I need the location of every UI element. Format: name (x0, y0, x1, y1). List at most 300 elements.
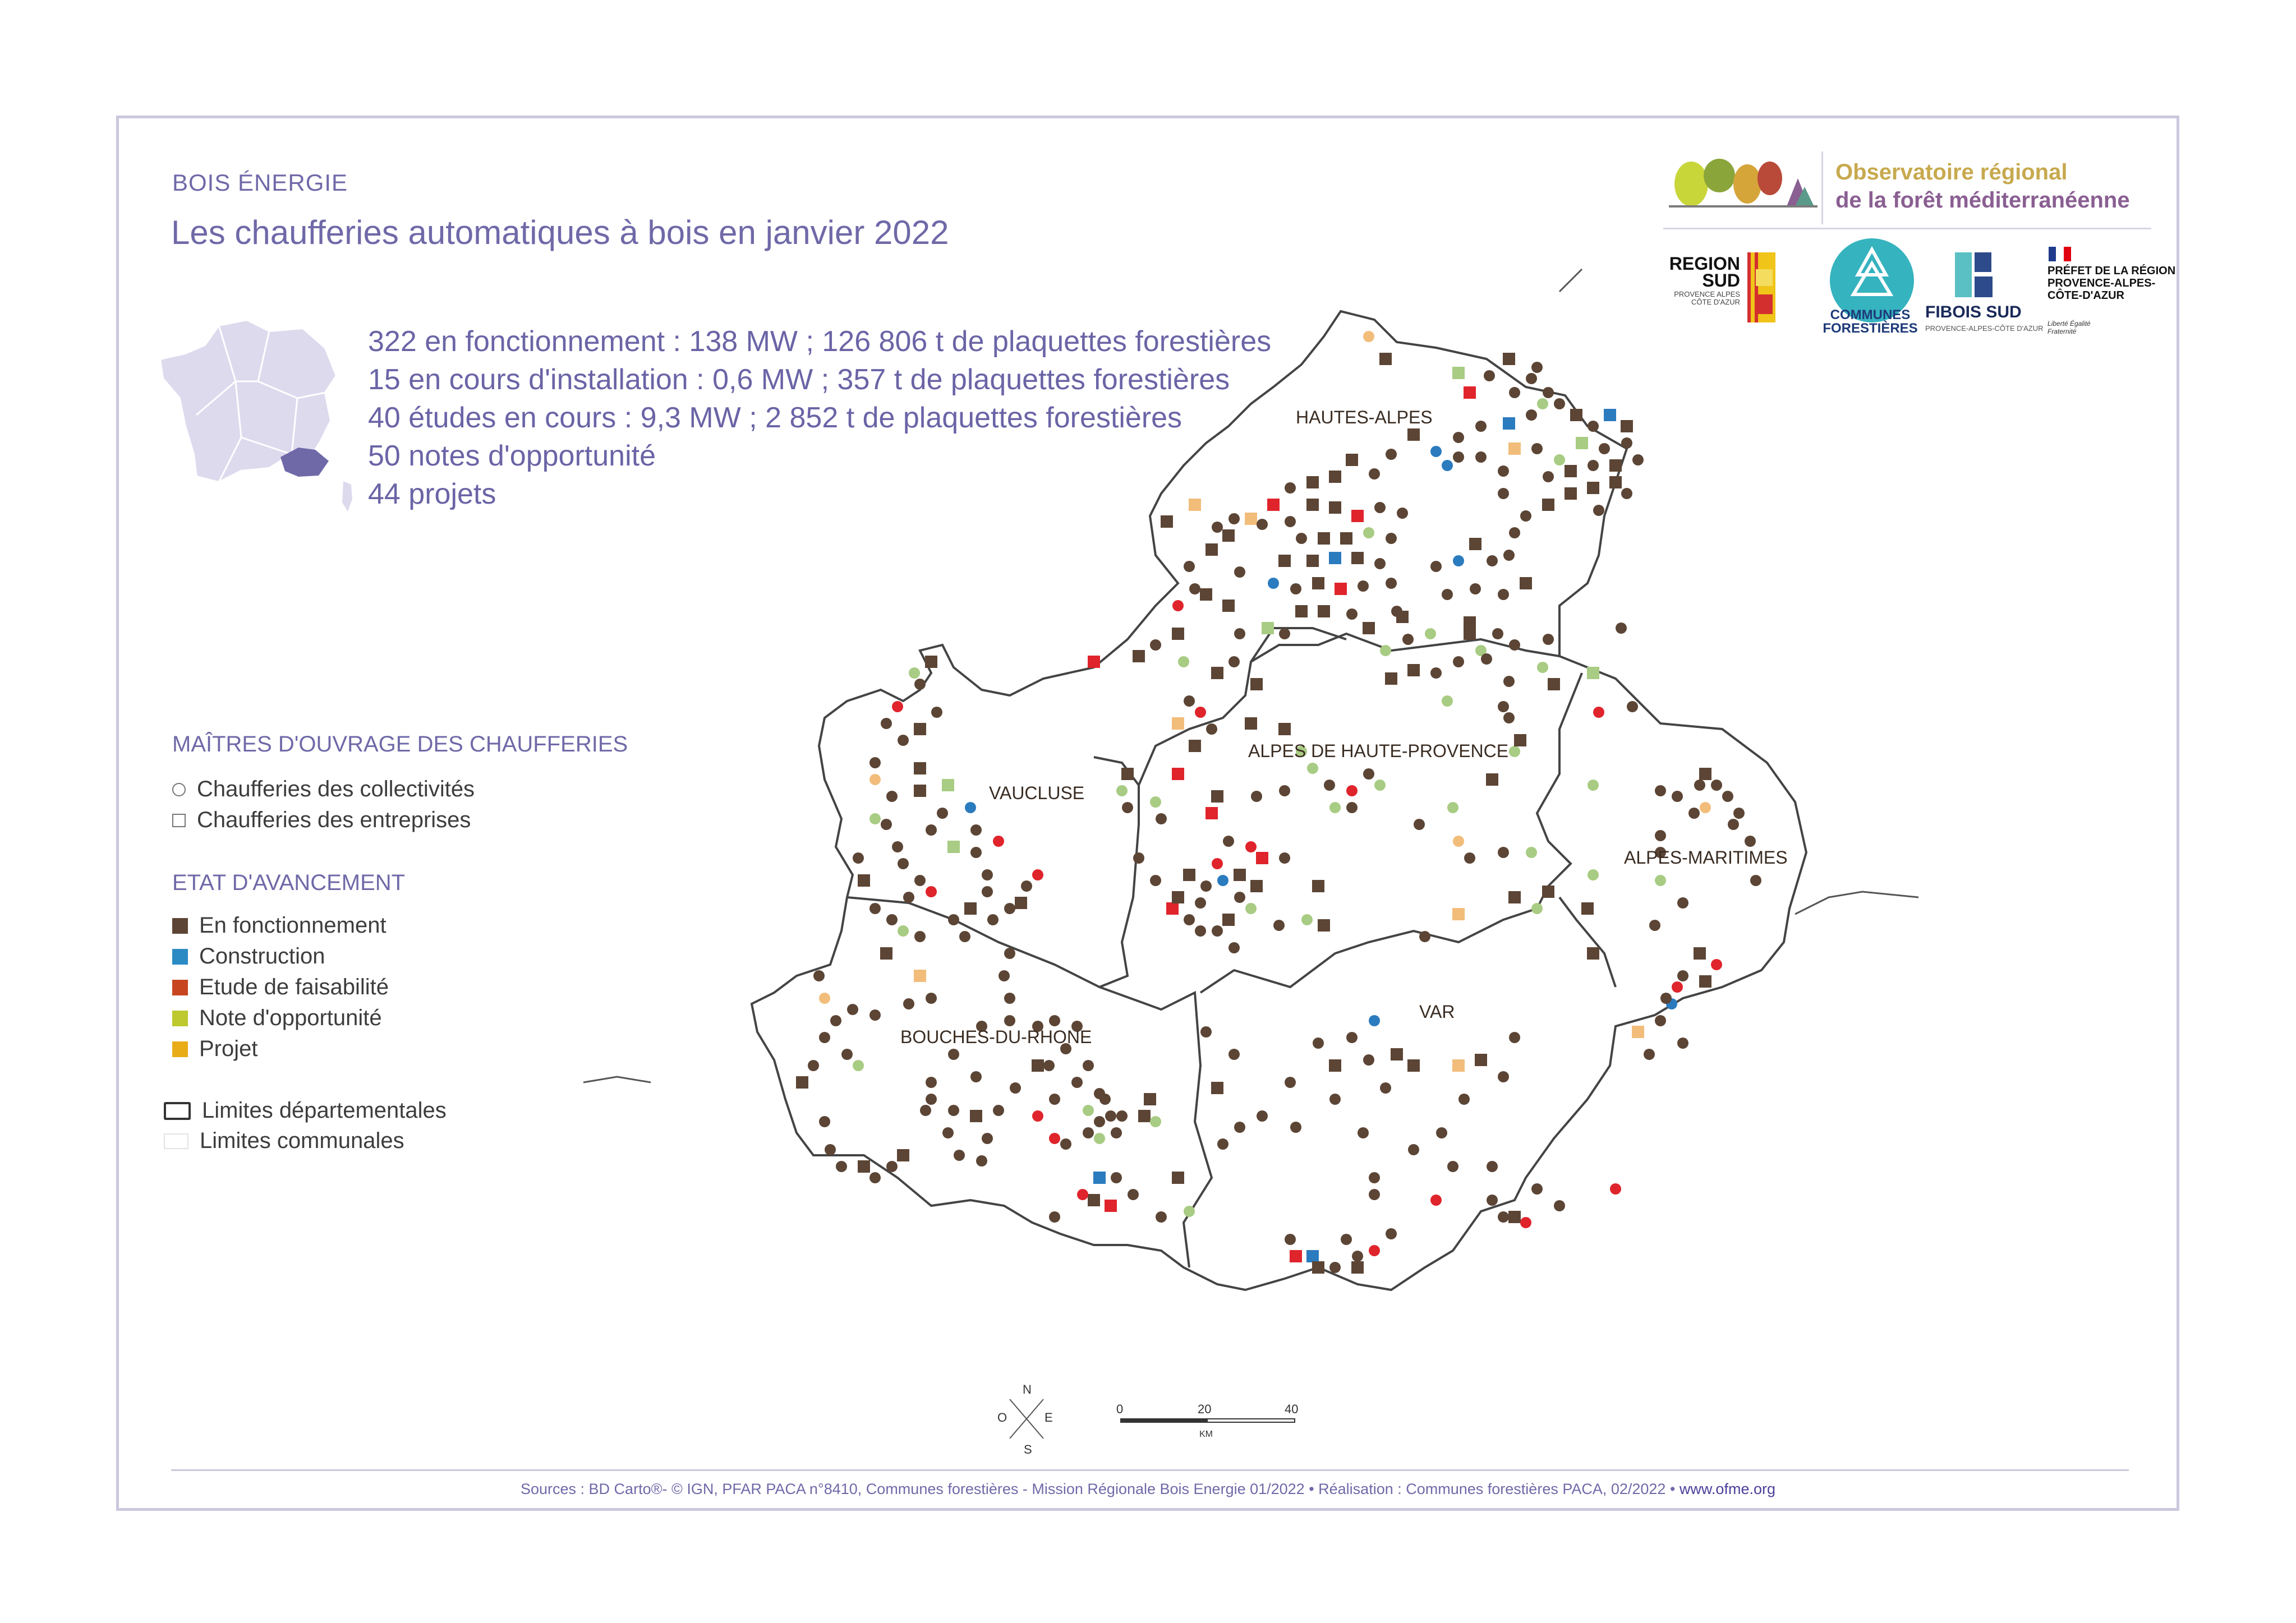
chaufferie-marker (1211, 1082, 1223, 1094)
svg-text:0: 0 (1116, 1402, 1124, 1416)
chaufferie-marker (1588, 460, 1599, 471)
chaufferie-marker (1004, 903, 1015, 914)
chaufferie-marker (1234, 566, 1245, 578)
chaufferie-marker (1616, 623, 1627, 634)
chaufferie-marker (1278, 723, 1291, 735)
chaufferie-marker (1250, 880, 1263, 892)
chaufferie-marker (1487, 1195, 1498, 1206)
chaufferie-marker (970, 1071, 982, 1082)
chaufferie-marker (853, 1060, 864, 1071)
chaufferie-marker (948, 1049, 959, 1060)
chaufferie-marker (1094, 1116, 1105, 1127)
chaufferie-marker (1150, 875, 1161, 886)
chaufferie-marker (1492, 628, 1503, 639)
chaufferie-marker (1341, 1234, 1352, 1245)
svg-text:40: 40 (1285, 1402, 1299, 1416)
chaufferie-marker (1111, 1172, 1122, 1183)
chaufferie-marker (1306, 1250, 1319, 1262)
legend-status-item: Projet (172, 1036, 258, 1062)
chaufferie-marker (1324, 780, 1335, 791)
chaufferie-marker (1189, 740, 1201, 752)
chaufferie-marker (1004, 1015, 1015, 1026)
chaufferie-marker (1380, 645, 1391, 656)
fibois-subtitle: PROVENCE-ALPES-CÔTE D'AZUR (1925, 324, 2044, 333)
region-border (752, 311, 1806, 1290)
chaufferie-marker (925, 656, 937, 668)
chaufferie-marker (1509, 746, 1520, 757)
chaufferie-marker (1531, 903, 1543, 914)
label-var: VAR (1419, 1002, 1455, 1022)
chaufferie-marker (1335, 583, 1347, 595)
chaufferie-marker (1745, 836, 1756, 847)
chaufferie-marker (1498, 701, 1509, 712)
chaufferie-marker (1144, 1093, 1156, 1105)
chaufferie-marker (1200, 880, 1212, 892)
chaufferie-marker (1329, 471, 1341, 483)
chaufferie-marker (1172, 891, 1184, 903)
legend-owners-title: MAÎTRES D'OUVRAGE DES CHAUFFERIES (172, 732, 628, 757)
chaufferie-marker (1386, 1228, 1397, 1239)
chaufferie-marker (1498, 847, 1509, 858)
chaufferie-marker (1386, 578, 1397, 589)
chaufferie-marker (1312, 880, 1324, 892)
chaufferie-marker (1049, 1015, 1060, 1026)
chaufferie-marker (1655, 875, 1666, 886)
chaufferie-marker (836, 1161, 847, 1172)
chaufferie-marker (1430, 667, 1442, 679)
legend-status-item: Construction (172, 944, 325, 969)
chaufferie-marker (1397, 508, 1408, 519)
chaufferie-marker (1262, 622, 1274, 634)
chaufferie-marker (1436, 1127, 1447, 1138)
chaufferie-marker (1385, 672, 1397, 685)
chaufferie-marker (937, 808, 948, 819)
footer-divider (171, 1469, 2129, 1471)
chaufferie-marker (1509, 639, 1520, 651)
svg-text:N: N (1023, 1382, 1032, 1396)
chaufferie-marker (1223, 836, 1234, 847)
chaufferie-marker (1503, 712, 1515, 723)
chaufferie-marker (1234, 628, 1245, 639)
chaufferie-marker (1312, 577, 1324, 589)
chaufferie-marker (1285, 1234, 1296, 1245)
chaufferie-marker (970, 847, 982, 858)
chaufferie-marker (1694, 947, 1706, 960)
legend-dept-limits: Limites départementales (164, 1098, 447, 1123)
chaufferie-marker (1503, 676, 1515, 687)
chaufferie-marker (1212, 925, 1223, 937)
chaufferie-marker (1508, 891, 1521, 903)
chaufferie-marker (1498, 1211, 1509, 1223)
chaufferie-marker (881, 819, 892, 830)
chaufferie-marker (1105, 1110, 1116, 1122)
chaufferie-marker (926, 824, 937, 836)
chaufferie-marker (1105, 1200, 1117, 1212)
chaufferie-marker (1576, 437, 1588, 449)
chaufferie-marker (869, 903, 881, 914)
label-hautes-alpes: HAUTES-ALPES (1296, 407, 1433, 427)
chaufferie-marker (1419, 931, 1430, 942)
chaufferie-marker (1498, 465, 1509, 477)
chaufferie-marker (926, 886, 937, 897)
chaufferie-marker (1677, 897, 1688, 909)
chaufferie-marker (1049, 1211, 1060, 1223)
chaufferie-marker (1508, 1211, 1521, 1223)
chaufferie-marker (1543, 634, 1554, 645)
region-sud-subtitle: PROVENCE ALPES CÔTE D'AZUR (1674, 290, 1740, 306)
chaufferie-marker (1004, 948, 1015, 959)
chaufferie-marker (1677, 1038, 1688, 1049)
chaufferie-marker (1184, 914, 1195, 925)
chaufferie-marker (1200, 1026, 1212, 1038)
chaufferie-marker (1306, 476, 1319, 488)
label-ahp: ALPES DE HAUTE-PROVENCE (1248, 741, 1509, 761)
chaufferie-marker (982, 886, 993, 897)
prefet-label: PRÉFET DE LA RÉGION PROVENCE-ALPES-CÔTE-D'AZUR (2047, 265, 2176, 302)
chaufferie-marker (1610, 1183, 1621, 1195)
chaufferie-marker (959, 931, 970, 942)
chaufferie-marker (1150, 1116, 1161, 1127)
chaufferie-marker (1408, 1144, 1419, 1155)
chaufferie-marker (987, 914, 999, 925)
chaufferie-marker (1318, 605, 1330, 617)
svg-text:E: E (1045, 1410, 1053, 1424)
chaufferie-marker (1133, 650, 1145, 662)
chaufferie-marker (813, 970, 825, 981)
chaufferie-marker (1015, 897, 1027, 909)
label-vaucluse: VAUCLUSE (989, 783, 1085, 803)
chaufferie-marker (1655, 785, 1666, 796)
chaufferie-marker (1306, 499, 1319, 511)
chaufferie-marker (1396, 611, 1409, 623)
chaufferie-marker (993, 836, 1004, 847)
chaufferie-marker (1447, 802, 1458, 813)
legend-status-item: Etude de faisabilité (172, 975, 389, 1000)
stat-running: 322 en fonctionnement : 138 MW ; 126 806 t de plaquettes forestières (368, 325, 1272, 358)
chaufferie-marker (880, 947, 892, 960)
chaufferie-marker (853, 852, 864, 864)
chaufferie-marker (999, 970, 1010, 981)
chaufferie-marker (1593, 707, 1604, 718)
chaufferie-marker (1116, 785, 1128, 796)
chaufferie-marker (1599, 443, 1610, 454)
chaufferie-marker (1346, 785, 1358, 796)
chaufferie-marker (808, 1060, 819, 1071)
chaufferie-marker (869, 774, 881, 785)
chaufferie-marker (1195, 707, 1206, 718)
chaufferie-marker (1250, 678, 1263, 690)
chaufferie-marker (1222, 600, 1235, 612)
chaufferie-marker (1363, 768, 1374, 780)
chaufferie-marker (993, 1105, 1004, 1116)
chaufferie-marker (1205, 807, 1218, 819)
chaufferie-marker (1245, 841, 1257, 852)
chaufferie-marker (1172, 628, 1184, 640)
chaufferie-marker (1083, 1060, 1094, 1071)
chaufferie-marker (1475, 451, 1487, 463)
chaufferie-marker (1655, 830, 1666, 841)
chaufferie-marker (1442, 695, 1453, 707)
chaufferie-marker (1655, 1015, 1666, 1026)
chaufferie-marker (1509, 387, 1520, 398)
chaufferie-marker (914, 679, 926, 690)
chaufferie-marker (881, 718, 892, 729)
chaufferie-marker (1004, 993, 1015, 1004)
chaufferie-marker (1402, 634, 1414, 645)
chaufferie-marker (1285, 1077, 1296, 1088)
chaufferie-marker (1430, 446, 1442, 457)
legend-status-item: En fonctionnement (172, 913, 386, 938)
chaufferie-marker (1212, 858, 1223, 869)
legend-owner-collectivites: Chaufferies des collectivités (172, 777, 475, 802)
chaufferie-marker (1267, 499, 1280, 511)
chaufferie-marker (1222, 529, 1235, 542)
chaufferie-marker (1043, 1060, 1055, 1071)
chaufferie-marker (1245, 903, 1257, 914)
chaufferie-marker (1083, 1127, 1094, 1138)
chaufferie-marker (886, 1161, 898, 1172)
chaufferie-marker (1184, 695, 1195, 707)
chaufferie-marker (1526, 373, 1537, 384)
chaufferie-marker (942, 1127, 954, 1138)
chaufferie-marker (1094, 1133, 1105, 1144)
chaufferie-marker (1554, 1200, 1565, 1211)
sources-line: Sources : BD Carto®- © IGN, PFAR PACA n°8410, Communes forestières - Mission Régionale Bois Energie 01/2022 • Réalisation : Communes forestières PACA, 02/2022 • www.ofme.org (521, 1481, 1775, 1497)
chaufferie-marker (1430, 561, 1442, 572)
chaufferie-marker (1172, 717, 1184, 730)
chaufferie-marker (1379, 353, 1392, 365)
label-bdr: BOUCHES-DU-RHONE (900, 1027, 1092, 1047)
chaufferie-marker (1301, 914, 1313, 925)
chaufferie-marker (1672, 981, 1683, 993)
chaufferie-marker (869, 1172, 881, 1183)
chaufferie-marker (1032, 1110, 1043, 1122)
chaufferie-marker (1138, 1110, 1151, 1122)
chaufferie-marker (1358, 580, 1369, 592)
chaufferie-marker (1346, 1032, 1358, 1043)
chaufferie-marker (1452, 367, 1465, 379)
chaufferie-marker (1464, 852, 1475, 864)
chaufferie-marker (1711, 959, 1722, 970)
chaufferie-marker (1363, 1054, 1374, 1066)
chaufferie-marker (1128, 1189, 1139, 1200)
chaufferie-marker (1588, 869, 1599, 880)
chaufferie-marker (926, 1077, 937, 1088)
chaufferie-marker (1329, 1059, 1341, 1072)
chaufferie-marker (1273, 920, 1285, 931)
chaufferie-marker (1498, 488, 1509, 499)
chaufferie-marker (1621, 488, 1632, 499)
chaufferie-marker (1374, 780, 1386, 791)
chaufferie-marker (1212, 522, 1223, 533)
chaufferie-marker (970, 824, 982, 836)
chaufferie-marker (1228, 656, 1240, 667)
chaufferie-marker (1587, 482, 1599, 494)
chaufferie-marker (796, 1076, 808, 1089)
dept-border-var (1200, 673, 1582, 993)
chaufferie-marker (1312, 1261, 1324, 1274)
chaufferie-markers (796, 331, 1761, 1274)
ofme-link[interactable]: www.ofme.org (1679, 1481, 1775, 1497)
chaufferie-marker (1363, 527, 1374, 538)
legend-owner-entreprises: Chaufferies des entreprises (172, 808, 471, 833)
chaufferie-marker (1407, 428, 1420, 441)
chaufferie-marker (914, 931, 926, 942)
chaufferie-marker (1295, 605, 1308, 617)
chaufferie-marker (1071, 1077, 1083, 1088)
page-title: Les chaufferies automatiques à bois en janvier 2022 (171, 214, 949, 251)
chaufferie-marker (819, 1032, 830, 1043)
chaufferie-marker (1581, 902, 1594, 915)
chaufferie-marker (1156, 1211, 1167, 1223)
chaufferie-marker (825, 1144, 836, 1155)
ofme-title-line1: Observatoire régional (1835, 160, 2068, 185)
chaufferie-marker (1430, 1195, 1442, 1206)
chaufferie-marker (914, 785, 926, 797)
chaufferie-marker (1285, 516, 1296, 527)
chaufferie-marker (1088, 656, 1100, 668)
chaufferie-marker (1587, 947, 1599, 960)
svg-text:O: O (997, 1410, 1007, 1424)
chaufferie-marker (1021, 880, 1032, 892)
chaufferie-marker (1570, 409, 1582, 421)
chaufferie-marker (1587, 667, 1599, 679)
fibois-label: FIBOIS SUD (1925, 303, 2022, 321)
chaufferie-marker (1093, 1172, 1106, 1184)
chaufferie-marker (1217, 1138, 1228, 1150)
chaufferie-marker (914, 762, 926, 774)
chaufferie-marker (1677, 970, 1688, 981)
stat-studies: 40 études en cours : 9,3 MW ; 2 852 t de plaquettes forestières (368, 402, 1182, 434)
chaufferie-marker (1531, 362, 1543, 373)
chaufferie-marker (1672, 791, 1683, 802)
chaufferie-marker (1700, 802, 1711, 813)
compass-rose-icon (993, 1380, 1060, 1458)
chaufferie-marker (1711, 780, 1722, 791)
chaufferie-marker (1369, 1172, 1380, 1183)
chaufferie-marker (1425, 628, 1436, 639)
chaufferie-marker (1290, 1122, 1301, 1133)
chaufferie-marker (1228, 513, 1240, 524)
chaufferie-marker (1369, 1189, 1380, 1200)
chaufferie-marker (1475, 1054, 1487, 1066)
stat-notes: 50 notes d'opportunité (368, 440, 656, 472)
chaufferie-marker (1386, 449, 1397, 460)
chaufferie-marker (1172, 768, 1184, 780)
chaufferie-marker (1660, 993, 1672, 1004)
chaufferie-marker (1369, 1015, 1380, 1026)
chaufferie-marker (1453, 656, 1464, 667)
chaufferie-marker (1189, 499, 1201, 511)
chaufferie-marker (1150, 796, 1161, 808)
chaufferie-marker (1750, 875, 1761, 886)
chaufferie-marker (1481, 653, 1492, 665)
chaufferie-marker (1509, 527, 1520, 538)
chaufferie-marker (914, 970, 926, 982)
chaufferie-marker (1329, 1262, 1341, 1273)
chaufferie-marker (1498, 589, 1509, 600)
chaufferie-marker (898, 925, 909, 937)
chaufferie-marker (914, 875, 926, 886)
chaufferie-marker (1245, 717, 1257, 730)
chaufferie-marker (1279, 785, 1290, 796)
chaufferie-marker (1458, 1094, 1470, 1105)
chaufferie-marker (1161, 515, 1173, 528)
chaufferie-marker (1111, 1127, 1122, 1138)
chaufferie-marker (1268, 578, 1279, 589)
chaufferie-marker (1329, 1094, 1341, 1105)
chaufferie-marker (1257, 1110, 1268, 1122)
chaufferie-marker (1526, 409, 1537, 421)
chaufferie-marker (1548, 678, 1560, 690)
chaufferie-marker (1543, 387, 1554, 398)
chaufferie-marker (1728, 819, 1739, 830)
legend-status-title: ETAT D'AVANCEMENT (172, 870, 406, 895)
chaufferie-marker (1487, 555, 1498, 566)
chaufferie-marker (1346, 454, 1358, 466)
chaufferie-marker (1391, 1048, 1403, 1061)
chaufferie-marker (1464, 386, 1476, 399)
chaufferie-marker (892, 841, 903, 852)
chaufferie-marker (1318, 919, 1330, 932)
chaufferie-marker (1526, 847, 1537, 858)
chaufferie-marker (903, 998, 914, 1009)
chaufferie-marker (1228, 942, 1240, 953)
chaufferie-marker (1329, 552, 1341, 564)
chaufferie-marker (886, 791, 898, 802)
chaufferie-marker (1543, 471, 1554, 482)
chaufferie-marker (1183, 869, 1195, 881)
chaufferie-marker (886, 914, 898, 925)
chaufferie-marker (1211, 790, 1223, 803)
chaufferie-marker (1234, 869, 1246, 881)
chaufferie-marker (1588, 780, 1599, 791)
chaufferie-marker (1442, 589, 1453, 600)
chaufferie-marker (1156, 813, 1167, 824)
chaufferie-marker (1032, 1059, 1044, 1072)
chaufferie-marker (903, 892, 914, 903)
chaufferie-marker (819, 1116, 830, 1127)
chaufferie-marker (1279, 628, 1290, 639)
chaufferie-marker (1313, 1038, 1324, 1049)
legend-status-item: Note d'opportunité (172, 1006, 382, 1031)
chaufferie-marker (1211, 667, 1223, 679)
chaufferie-marker (1088, 1194, 1100, 1206)
chaufferie-marker (1565, 487, 1577, 500)
chaufferie-marker (1733, 808, 1745, 819)
chaufferie-marker (1537, 398, 1548, 409)
label-alpes-maritimes: ALPES-MARITIMES (1624, 847, 1788, 868)
chaufferie-marker (1200, 588, 1212, 601)
chaufferie-marker (1083, 1105, 1094, 1116)
chaufferie-marker (1369, 468, 1380, 479)
chaufferie-marker (1609, 476, 1622, 488)
ofme-title-line2: de la forêt méditerranéenne (1835, 188, 2130, 213)
chaufferie-marker (1588, 421, 1599, 432)
chaufferie-marker (1346, 608, 1358, 620)
chaufferie-marker (1722, 791, 1733, 802)
legend-commune-limits: Limites communales (164, 1128, 404, 1154)
chaufferie-marker (1520, 577, 1532, 589)
chaufferie-marker (1484, 370, 1495, 381)
chaufferie-marker (1116, 1110, 1128, 1122)
scale-bar (1116, 1402, 1318, 1441)
chaufferie-marker (1442, 460, 1453, 471)
region-sud-logo: REGION SUD (1669, 253, 1740, 291)
chaufferie-marker (1486, 773, 1498, 786)
chaufferie-marker (1318, 532, 1330, 545)
chaufferie-marker (948, 914, 959, 925)
